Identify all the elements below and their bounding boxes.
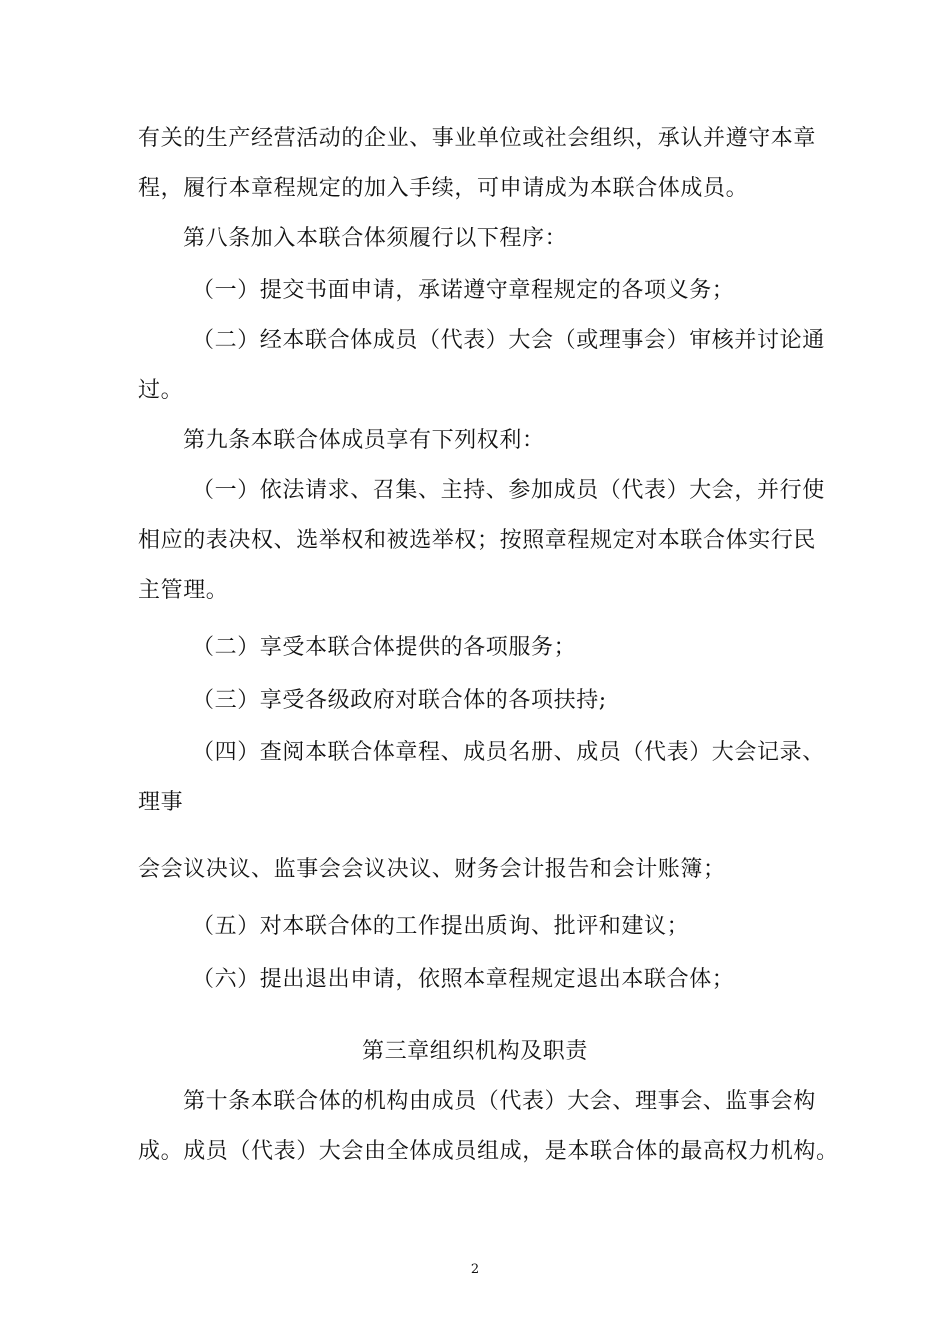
article-9-item-2: （二）享受本联合体提供的各项服务； (192, 635, 577, 660)
paragraph-line: 过。 (138, 378, 184, 403)
paragraph-line: 会会议决议、监事会会议决议、财务会计报告和会计账簿； (138, 857, 726, 882)
article-9-item-5: （五）对本联合体的工作提出质询、批评和建议； (192, 914, 690, 939)
article-8-item-1: （一）提交书面申请，承诺遵守章程规定的各项义务； (192, 278, 735, 303)
article-8-item-2: （二）经本联合体成员（代表）大会（或理事会）审核并讨论通 (192, 328, 825, 353)
paragraph-line: 理事 (138, 790, 184, 815)
article-9-item-1: （一）依法请求、召集、主持、参加成员（代表）大会，并行使 (192, 478, 825, 503)
article-9-item-6: （六）提出退出申请，依照本章程规定退出本联合体； (192, 967, 735, 992)
article-9-item-4: （四）查阅本联合体章程、成员名册、成员（代表）大会记录、 (192, 740, 825, 765)
page-number: 2 (470, 1262, 480, 1277)
paragraph-line: 程，履行本章程规定的加入手续，可申请成为本联合体成员。 (138, 176, 749, 201)
article-9-heading: 第九条本联合体成员享有下列权利： (183, 428, 545, 453)
paragraph-line: 相应的表决权、选举权和被选举权；按照章程规定对本联合体实行民 (138, 528, 817, 553)
article-8-heading: 第八条加入本联合体须履行以下程序： (183, 226, 568, 251)
article-10-heading: 第十条本联合体的机构由成员（代表）大会、理事会、监事会构 (183, 1089, 816, 1114)
article-9-item-3: （三）享受各级政府对联合体的各项扶持; (192, 688, 607, 713)
paragraph-line: 主管理。 (138, 578, 229, 603)
paragraph-line: 成。成员（代表）大会由全体成员组成，是本联合体的最高权力机构。 (138, 1139, 839, 1164)
chapter-heading: 第三章组织机构及职责 (361, 1039, 588, 1064)
paragraph-line: 有关的生产经营活动的企业、事业单位或社会组织，承认并遵守本章 (138, 126, 817, 151)
